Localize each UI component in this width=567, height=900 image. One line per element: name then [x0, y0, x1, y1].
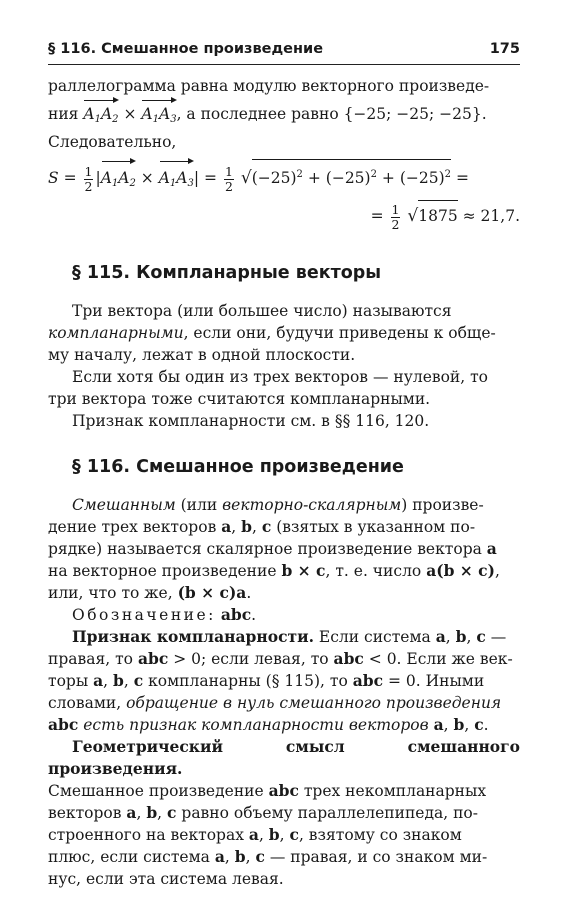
intro-line-2: ния $A_1A_2 \times A_1A_3$, а последнее равно {−25; −25; −25}.: [48, 103, 520, 131]
page-number: 175: [489, 41, 520, 57]
section-115-heading: § 115. Компланарные векторы: [72, 262, 382, 283]
vector-cross-expression: $A_1A_2 \times A_1A_3$: [83, 105, 176, 123]
intro-paragraph: [48, 75, 520, 153]
intro-line-3: Следовательно,: [48, 133, 177, 151]
vector-A1A3: $A_1A_3$: [141, 103, 176, 131]
section-116-body: Смешанным (или векторно-скалярным) произве- дение трех векторов a, b, c (взятых в указанном по- рядке) называется скалярное произведение вектора a на векторное произведение b × c, т. е. число a(b × c), или, что то же, (b × c)a. Обозначение: abc. Признак компланарности. Если система a, b, c — правая, то abc > 0; если левая, то abc < 0. Если же век- торы a, b, c компланарны (§ 115), то abc = 0. Иными словами, обращение в нуль смешанного произведения abc есть признак компланарности векторов a, b, c. Геометрический смысл смешанного произведения. Смешанное произведение abc трех некомпланарных векторов a, b, c равно объему параллелепипеда, по- строенного на векторах a, b, c, взятому со знаком плюс, если система a, b, c — правая, и со знаком ми- нус, если эта система левая.: [48, 495, 520, 888]
square-root-1875: √ 1875: [407, 200, 457, 230]
textbook-page: [48, 40, 520, 890]
running-header-title: § 116. Смешанное произведение: [48, 41, 324, 57]
intro-line-1: раллелограмма равна модулю векторного произведе-: [48, 77, 490, 95]
section-116-heading: § 116. Смешанное произведение: [72, 456, 404, 477]
vector-A1A2: $A_1A_2$: [83, 103, 118, 131]
square-root-sum: √ $(-25)^2 + (-25)^2 + (-25)^2$: [241, 159, 451, 192]
area-formula: S = $\frac{1}{2}$ $|A_1A_2 \times A_1A_3|$ = $\frac{1}{2}$ √ $(-25)^2 + (-25)^2 + (-25)^2$ =: [48, 159, 520, 198]
section-115-body: Три вектора (или большее число) называются компланарными, если они, будучи приведены к обще- му началу, лежат в одной плоскости. Если хотя бы один из трех векторов — нулевой, то три вектора тоже считаются компланарными. Признак компланарности см. в §§ 116, 120.: [48, 301, 496, 430]
area-formula-result: = $\frac{1}{2}$ √ 1875 ≈ 21,7.: [370, 201, 520, 232]
fraction-half: $\frac{1}{2}$: [84, 163, 93, 194]
running-header: [48, 40, 520, 65]
term-coplanar: компланарными: [48, 323, 184, 342]
